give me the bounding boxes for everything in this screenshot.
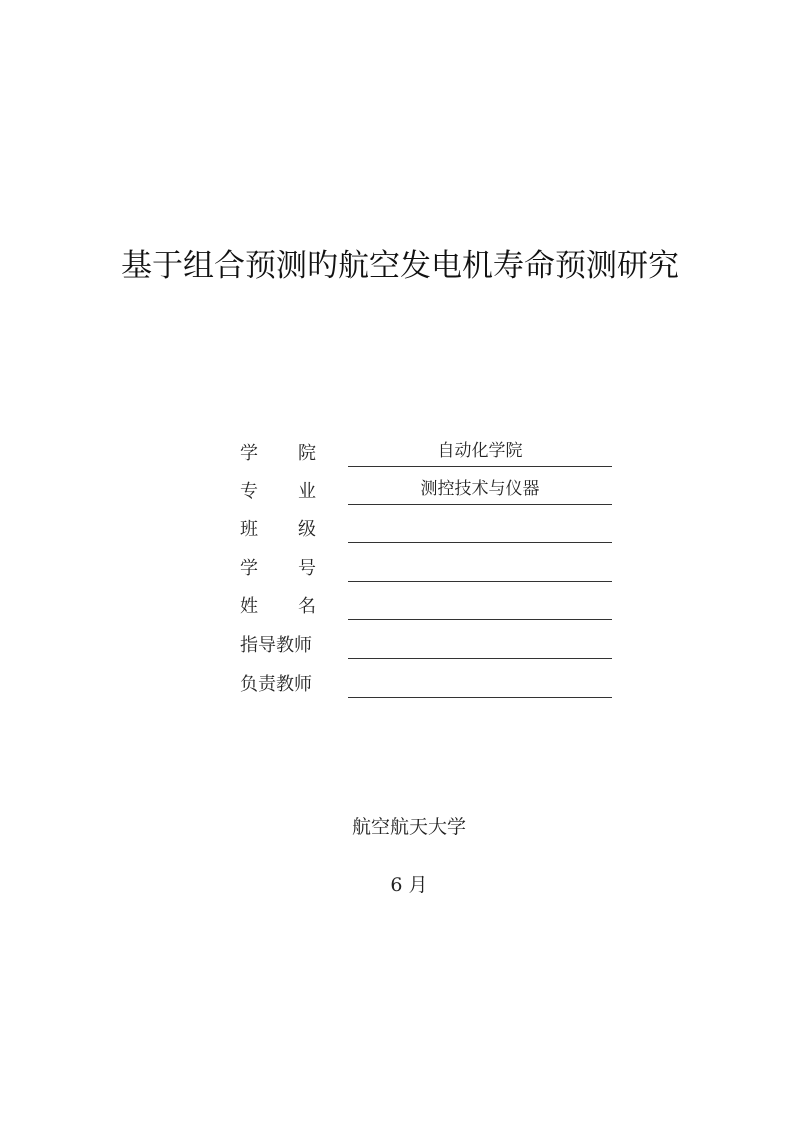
field-row-student-id — [240, 552, 612, 590]
field-value-advisor — [348, 629, 612, 659]
field-value-class — [348, 513, 612, 543]
field-label-responsible-teacher: 负责教师 — [240, 674, 312, 695]
field-label-college: 学 院 — [240, 443, 316, 464]
document-title: 基于组合预测旳航空发电机寿命预测研究 — [121, 248, 679, 284]
field-value-college: 自动化学院 — [348, 437, 612, 467]
field-label-student-id: 学 号 — [240, 558, 316, 579]
document-date: 6 月 — [390, 874, 428, 896]
university-name: 航空航天大学 — [351, 816, 466, 838]
field-value-responsible-teacher — [348, 668, 612, 698]
field-label-name: 姓 名 — [240, 596, 316, 617]
field-value-student-id — [348, 552, 612, 582]
field-label-major: 专 业 — [240, 481, 316, 502]
field-row-advisor — [240, 629, 612, 667]
field-row-major — [240, 475, 612, 513]
field-value-major: 测控技术与仪器 — [348, 475, 612, 505]
field-label-class: 班 级 — [240, 519, 316, 540]
field-label-advisor: 指导教师 — [240, 635, 312, 656]
field-row-college — [240, 437, 612, 475]
field-row-responsible-teacher — [240, 668, 612, 706]
field-value-name — [348, 590, 612, 620]
field-row-name — [240, 590, 612, 628]
field-row-class — [240, 513, 612, 551]
